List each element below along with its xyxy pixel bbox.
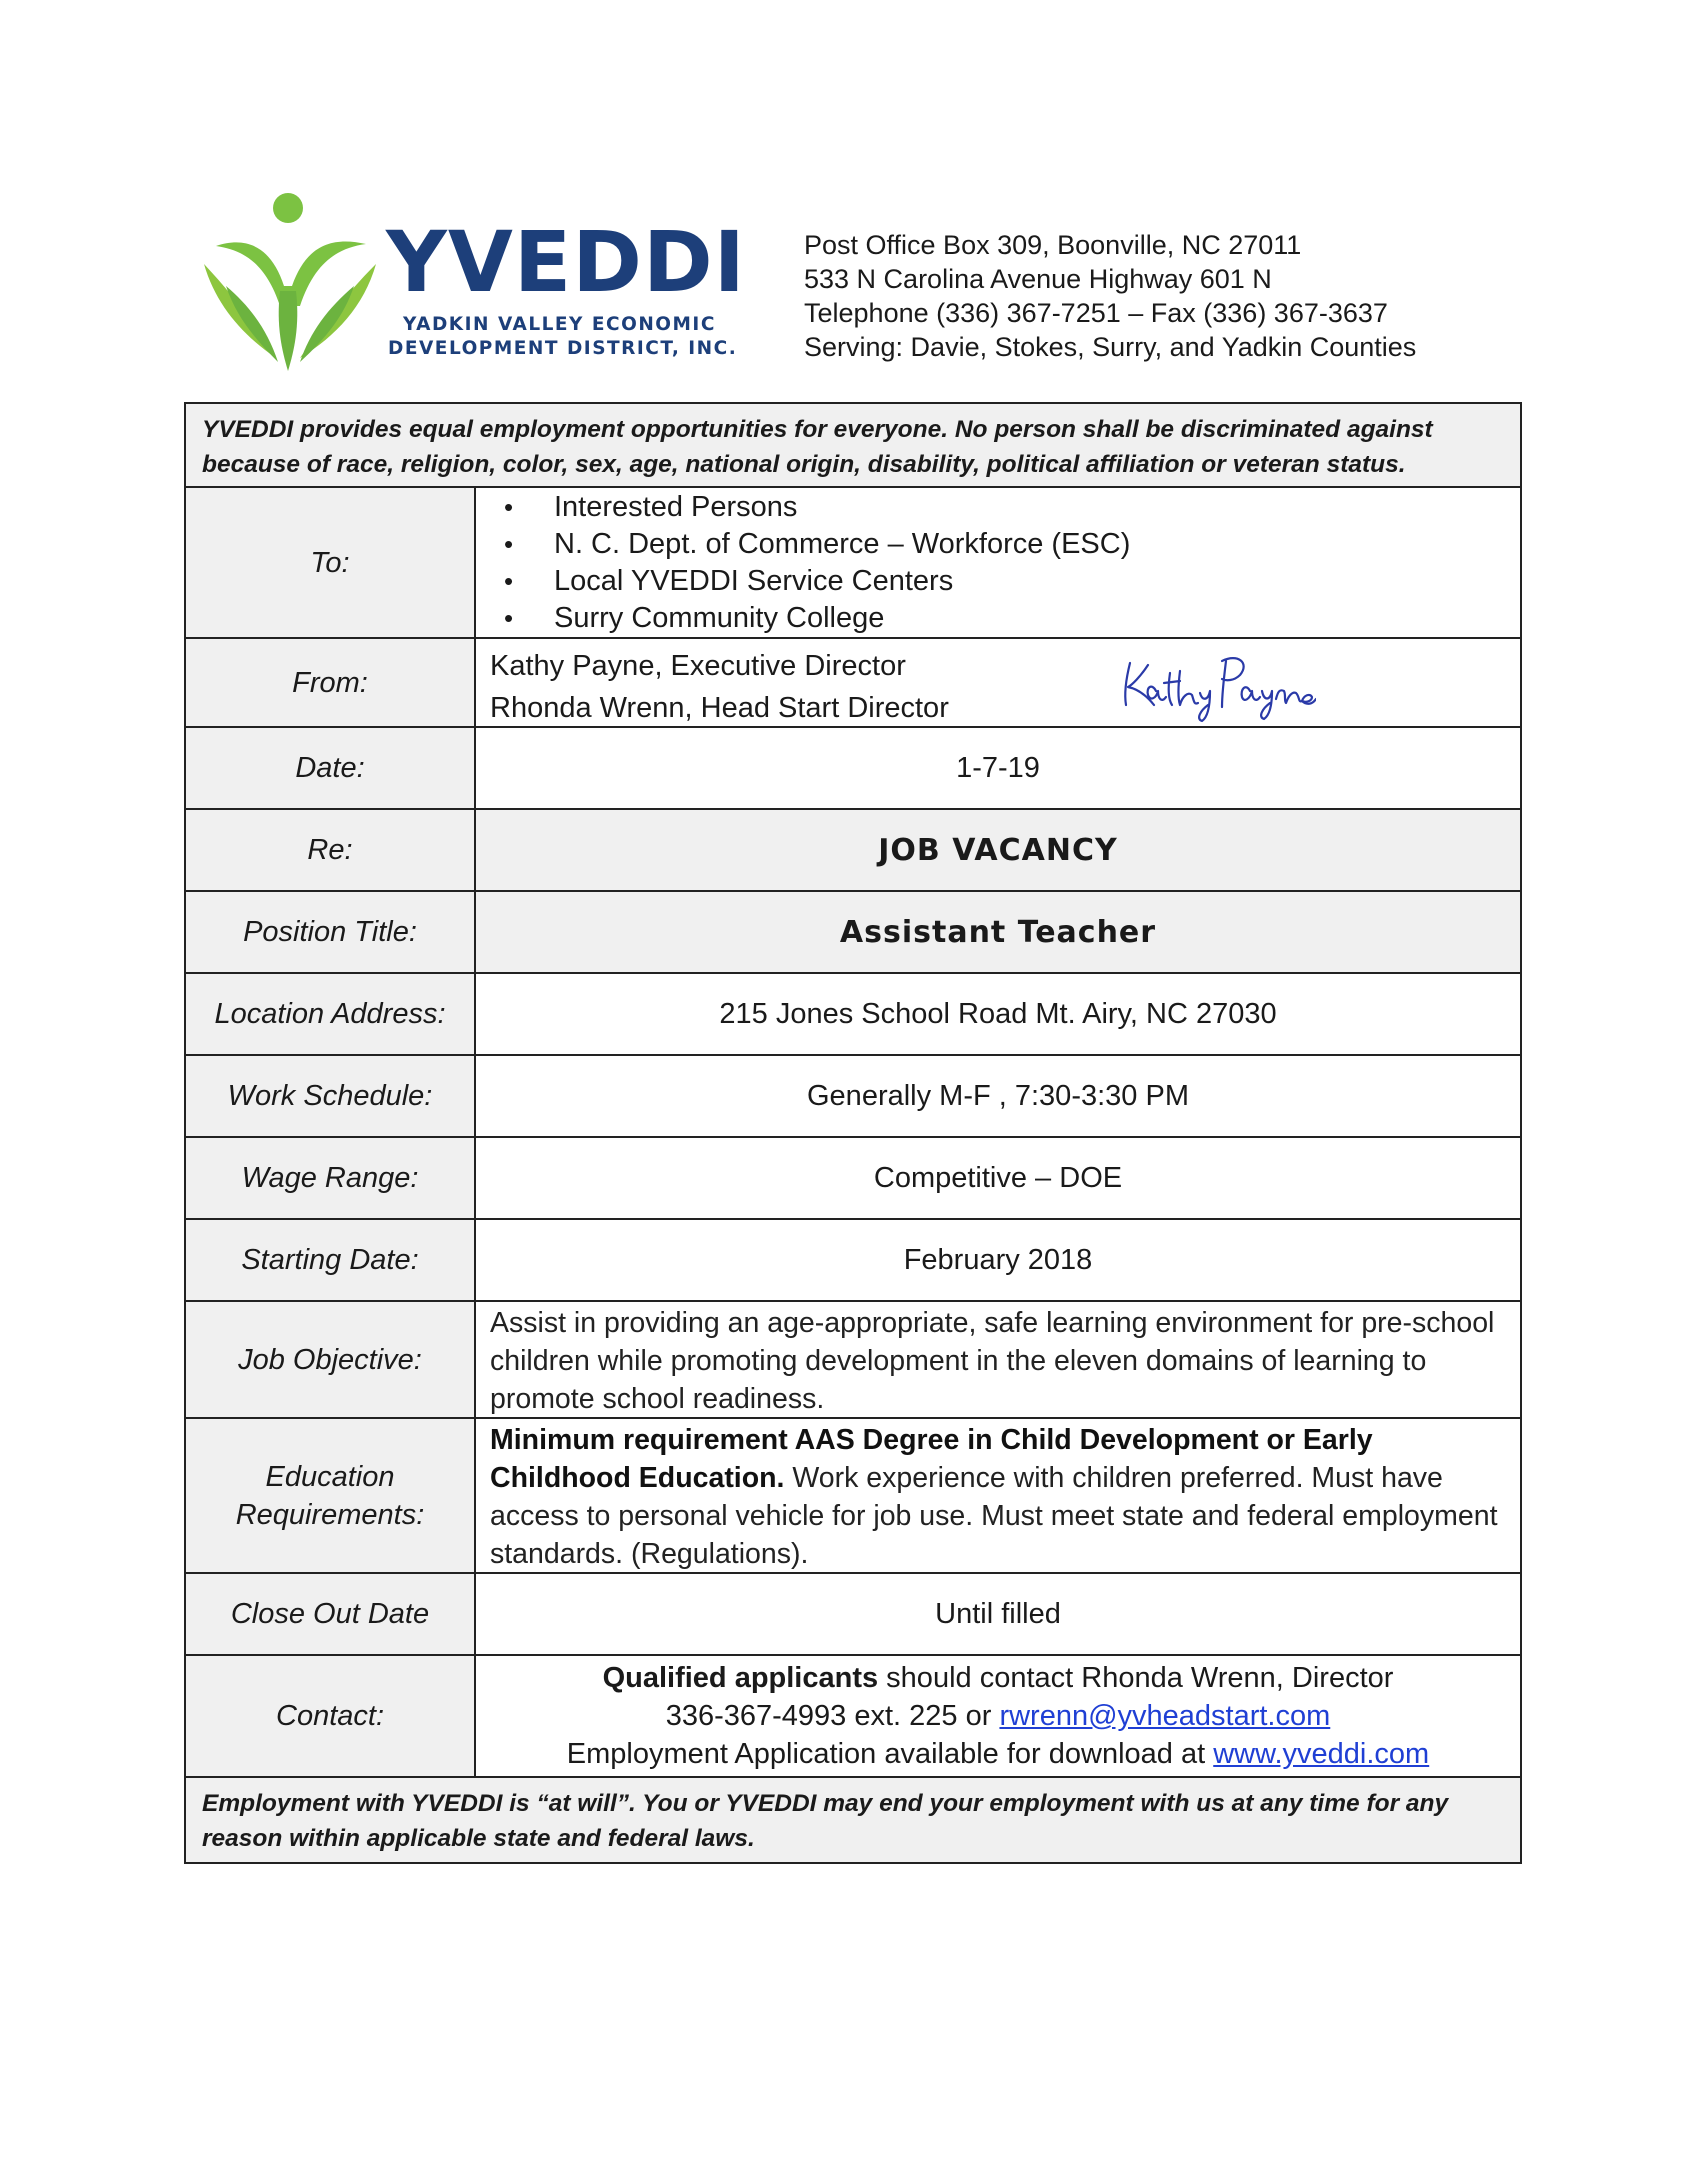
contact-email-link[interactable]: rwrenn@yvheadstart.com (999, 1700, 1331, 1732)
recipient-list (490, 485, 1130, 641)
contact-address-block (804, 228, 1416, 364)
to-value (476, 488, 1520, 637)
wage-label: Wage Range: (186, 1138, 476, 1218)
education-label (186, 1419, 476, 1572)
education-value (476, 1419, 1520, 1572)
education-requirement-bold: Minimum requirement AAS Degree in Child Development or Early Childhood Education. (490, 1424, 1373, 1494)
objective-text: Assist in providing an age-appropriate, safe learning environment for pre-school children while promoting development in the eleven domains of learning to promote school readiness. (490, 1307, 1495, 1415)
starting-date-value: February 2018 (903, 1243, 1093, 1276)
location-row (186, 974, 1520, 1056)
from-label: From: (186, 639, 476, 726)
closeout-value: Until filled (935, 1597, 1061, 1630)
education-requirement-rest: Work experience with children preferred. Must have access to personal vehicle for job use. Must meet state and federal employment standards. (Regulations). (490, 1462, 1498, 1570)
position-label: Position Title: (186, 892, 476, 972)
date-value: 1-7-19 (956, 751, 1040, 784)
signature-image (1116, 643, 1316, 723)
equal-opportunity-notice: YVEDDI provides equal employment opportunities for everyone. No person shall be discriminated against because of race, religion, color, sex, age, national origin, disability, political affiliation or veteran status. (186, 404, 1520, 488)
recipient-item: • Interested Persons (504, 489, 1130, 526)
contact-line1 (567, 1659, 1429, 1697)
starting-date-row (186, 1220, 1520, 1302)
objective-label: Job Objective: (186, 1302, 476, 1417)
closeout-row (186, 1574, 1520, 1656)
application-download-text: Employment Application available for download at (566, 1738, 1214, 1770)
yveddi-logo (196, 186, 746, 376)
logo-subtitle-line2: DEVELOPMENT DISTRICT, INC. (388, 338, 738, 359)
logo-brand-text: YVEDDI (386, 213, 746, 311)
contact-row (186, 1656, 1520, 1778)
date-row (186, 728, 1520, 810)
from-value (476, 639, 1520, 726)
re-value (476, 810, 1520, 890)
closeout-label: Close Out Date (186, 1574, 476, 1654)
starting-date-label: Starting Date: (186, 1220, 476, 1300)
education-row (186, 1419, 1520, 1574)
position-row (186, 892, 1520, 974)
schedule-value: Generally M-F , 7:30-3:30 PM (807, 1079, 1189, 1112)
contact-line1-rest: should contact Rhonda Wrenn, Director (878, 1662, 1394, 1694)
contact-phone: 336-367-4993 ext. 225 or (665, 1700, 1000, 1732)
from-row (186, 639, 1520, 728)
at-will-notice: Employment with YVEDDI is “at will”. You or YVEDDI may end your employment with us at any time for any reason within applicable state and federal laws. (186, 1778, 1520, 1862)
location-label: Location Address: (186, 974, 476, 1054)
address-line: Serving: Davie, Stokes, Surry, and Yadkin Counties (804, 332, 1417, 362)
education-label-line1: Education (265, 1460, 395, 1493)
position-value (476, 892, 1520, 972)
to-row (186, 488, 1520, 639)
re-value-text: JOB VACANCY (878, 832, 1118, 868)
job-vacancy-table (184, 402, 1522, 1864)
re-row (186, 810, 1520, 892)
date-label: Date: (186, 728, 476, 808)
website-link[interactable]: www.yveddi.com (1213, 1738, 1430, 1770)
re-label: Re: (186, 810, 476, 890)
contact-line3 (567, 1735, 1429, 1773)
to-label: To: (186, 488, 476, 637)
location-value: 215 Jones School Road Mt. Airy, NC 27030 (719, 997, 1277, 1030)
wage-value: Competitive – DOE (873, 1161, 1123, 1194)
education-text (476, 1419, 1520, 1573)
contact-line2 (567, 1697, 1429, 1735)
position-value-text: Assistant Teacher (839, 914, 1157, 950)
address-line: Post Office Box 309, Boonville, NC 27011 (804, 230, 1302, 260)
logo-subtitle-line1: YADKIN VALLEY ECONOMIC (403, 314, 716, 335)
recipient-item: • Local YVEDDI Service Centers (504, 563, 1130, 600)
recipient-item: • N. C. Dept. of Commerce – Workforce (ESC) (504, 526, 1130, 563)
objective-row (186, 1302, 1520, 1419)
education-label-line2: Requirements: (235, 1498, 425, 1531)
contact-value (476, 1656, 1520, 1776)
address-line: 533 N Carolina Avenue Highway 601 N (804, 264, 1272, 294)
schedule-row (186, 1056, 1520, 1138)
from-line-executive: Kathy Payne, Executive Director (490, 650, 906, 682)
wage-row (186, 1138, 1520, 1220)
schedule-label: Work Schedule: (186, 1056, 476, 1136)
recipient-item: • Surry Community College (504, 600, 1130, 637)
objective-value (476, 1302, 1520, 1417)
contact-label: Contact: (186, 1656, 476, 1776)
address-line: Telephone (336) 367-7251 – Fax (336) 367-3637 (804, 298, 1388, 328)
person-leaves-icon (196, 186, 386, 376)
contact-bold-lead: Qualified applicants (602, 1662, 879, 1694)
from-line-headstart: Rhonda Wrenn, Head Start Director (490, 692, 949, 724)
